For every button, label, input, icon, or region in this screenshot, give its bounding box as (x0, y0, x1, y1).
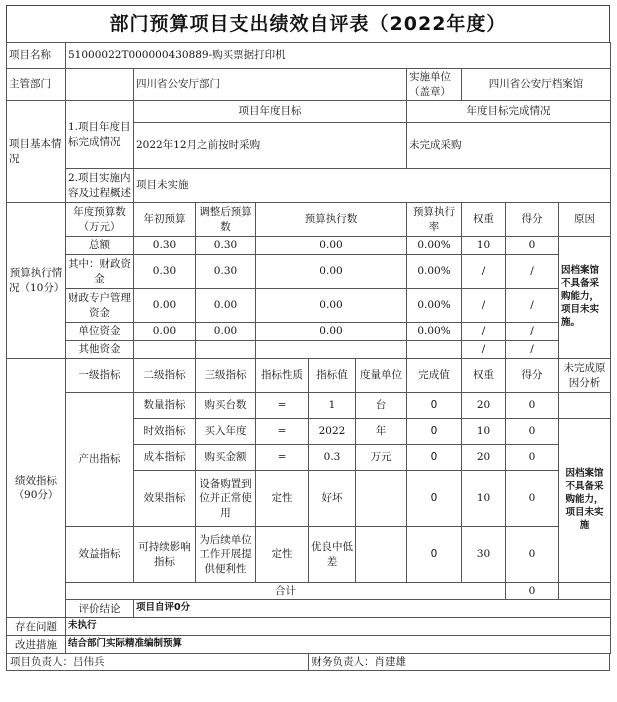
budget-header: 原因 (559, 203, 611, 237)
signature-row (6, 654, 610, 671)
indicator-value: 好坏 (309, 471, 356, 527)
indicator-nature: = (256, 445, 309, 471)
total-label: 合计 (66, 583, 506, 600)
budget-score: 0 (506, 237, 559, 255)
budget-row-name: 其他资金 (66, 341, 134, 359)
indicator-score: 0 (506, 527, 559, 583)
budget-weight: / (462, 323, 506, 341)
indicator-nature: = (256, 393, 309, 419)
budget-label: 预算执行情况（10分） (7, 203, 66, 359)
evaluation-table (6, 42, 611, 654)
indicator-l3: 为后续单位工作开展提供便利性 (196, 527, 256, 583)
budget-rate: 0.00% (407, 255, 462, 289)
evaluation-sheet (6, 5, 610, 671)
summary-value: 项目自评0分 (134, 600, 611, 618)
budget-rate (407, 341, 462, 359)
budget-adjusted: 0.30 (196, 255, 256, 289)
perf-header: 指标值 (309, 359, 356, 393)
budget-adjusted: 0.00 (196, 323, 256, 341)
budget-executed: 0.00 (256, 255, 407, 289)
indicator-done: 0 (407, 471, 462, 527)
indicator-score: 0 (506, 419, 559, 445)
indicator-score: 0 (506, 393, 559, 419)
indicator-weight: 10 (462, 471, 506, 527)
budget-initial (134, 341, 196, 359)
budget-row-name: 其中：财政资金 (66, 255, 134, 289)
budget-row-name: 单位资金 (66, 323, 134, 341)
budget-weight: / (462, 255, 506, 289)
budget-rate: 0.00% (407, 289, 462, 323)
perf-header: 未完成原因分析 (559, 359, 611, 393)
project-lead: 项目负责人：吕伟兵 (10, 656, 105, 669)
basic-label: 项目基本情况 (7, 101, 66, 203)
perf-header: 权重 (462, 359, 506, 393)
summary-label: 存在问题 (7, 618, 66, 636)
budget-row-name: 财政专户管理资金 (66, 289, 134, 323)
indicator-done: 0 (407, 445, 462, 471)
goal-label: 1.项目年度目标完成情况 (66, 101, 134, 169)
budget-header: 权重 (462, 203, 506, 237)
indicator-l3: 购买台数 (196, 393, 256, 419)
budget-header: 预算执行率 (407, 203, 462, 237)
budget-row-name: 总额 (66, 237, 134, 255)
indicator-weight: 30 (462, 527, 506, 583)
budget-weight: / (462, 341, 506, 359)
indicator-done: 0 (407, 393, 462, 419)
budget-initial: 0.00 (134, 323, 196, 341)
indicator-l3: 买入年度 (196, 419, 256, 445)
budget-rate: 0.00% (407, 323, 462, 341)
budget-executed: 0.00 (256, 323, 407, 341)
perf-header: 一级指标 (66, 359, 134, 393)
indicator-l2: 时效指标 (134, 419, 196, 445)
indicator-value: 0.3 (309, 445, 356, 471)
summary-label: 改进措施 (7, 636, 66, 654)
budget-executed: 0.00 (256, 237, 407, 255)
budget-header: 年度预算数（万元） (66, 203, 134, 237)
budget-score: / (506, 323, 559, 341)
budget-adjusted: 0.30 (196, 237, 256, 255)
summary-value: 结合部门实际精准编制预算 (66, 636, 611, 654)
budget-header: 年初预算 (134, 203, 196, 237)
indicator-unit (356, 471, 407, 527)
indicator-nature: 定性 (256, 527, 309, 583)
indicator-weight: 20 (462, 393, 506, 419)
benefit-label: 效益指标 (66, 527, 134, 583)
dept-label: 主管部门 (7, 69, 66, 101)
indicator-done: 0 (407, 419, 462, 445)
indicator-unit: 台 (356, 393, 407, 419)
indicator-done: 0 (407, 527, 462, 583)
indicator-l3: 购买金额 (196, 445, 256, 471)
output-label: 产出指标 (66, 393, 134, 527)
process-value: 项目未实施 (134, 169, 611, 203)
budget-weight: / (462, 289, 506, 323)
perf-header: 二级指标 (134, 359, 196, 393)
perf-header: 三级指标 (196, 359, 256, 393)
budget-initial: 0.00 (134, 289, 196, 323)
completion-header: 年度目标完成情况 (407, 101, 611, 123)
budget-rate: 0.00% (407, 237, 462, 255)
indicator-value: 优良中低差 (309, 527, 356, 583)
indicator-weight: 20 (462, 445, 506, 471)
budget-initial: 0.30 (134, 255, 196, 289)
budget-initial: 0.30 (134, 237, 196, 255)
budget-score: / (506, 341, 559, 359)
project-name-label: 项目名称 (7, 43, 66, 69)
budget-adjusted (196, 341, 256, 359)
summary-value: 未执行 (66, 618, 611, 636)
indicator-value: 1 (309, 393, 356, 419)
indicator-unit: 年 (356, 419, 407, 445)
budget-header: 调整后预算数 (196, 203, 256, 237)
indicator-score: 0 (506, 445, 559, 471)
process-label: 2.项目实施内容及过程概述 (66, 169, 134, 203)
perf-header: 得分 (506, 359, 559, 393)
annual-goal: 2022年12月之前按时采购 (134, 123, 407, 169)
budget-header: 得分 (506, 203, 559, 237)
budget-score: / (506, 289, 559, 323)
budget-score: / (506, 255, 559, 289)
indicator-l2: 数量指标 (134, 393, 196, 419)
impl-value: 四川省公安厅档案馆 (462, 69, 611, 101)
indicator-value: 2022 (309, 419, 356, 445)
perf-header: 度量单位 (356, 359, 407, 393)
budget-reason: 因档案馆不具备采购能力，项目未实施。 (559, 237, 611, 359)
project-name: 51000022T000000430889-购买票据打印机 (66, 43, 611, 69)
perf-header: 完成值 (407, 359, 462, 393)
total-score: 0 (506, 583, 559, 600)
indicator-weight: 10 (462, 419, 506, 445)
indicator-l2: 成本指标 (134, 445, 196, 471)
perf-reason: 因档案馆不具备采购能力，项目未实施 (559, 419, 611, 583)
dept-value: 四川省公安厅部门 (134, 69, 407, 101)
summary-label: 评价结论 (66, 600, 134, 618)
indicator-score: 0 (506, 471, 559, 527)
indicator-l2: 可持续影响指标 (134, 527, 196, 583)
budget-executed (256, 341, 407, 359)
budget-adjusted: 0.00 (196, 289, 256, 323)
indicator-unit (356, 527, 407, 583)
indicator-l2: 效果指标 (134, 471, 196, 527)
indicator-unit: 万元 (356, 445, 407, 471)
perf-header: 指标性质 (256, 359, 309, 393)
completion: 未完成采购 (407, 123, 611, 169)
budget-header: 预算执行数 (256, 203, 407, 237)
perf-label: 绩效指标（90分） (7, 359, 66, 618)
indicator-l3: 设备购置到位并正常使用 (196, 471, 256, 527)
budget-weight: 10 (462, 237, 506, 255)
indicator-nature: 定性 (256, 471, 309, 527)
budget-executed: 0.00 (256, 289, 407, 323)
sheet-title: 部门预算项目支出绩效自评表（2022年度） (6, 5, 610, 42)
indicator-nature: = (256, 419, 309, 445)
annual-goal-header: 项目年度目标 (134, 101, 407, 123)
impl-label: 实施单位（盖章） (407, 69, 462, 101)
finance-lead: 财务负责人：肖建雄 (308, 654, 610, 670)
